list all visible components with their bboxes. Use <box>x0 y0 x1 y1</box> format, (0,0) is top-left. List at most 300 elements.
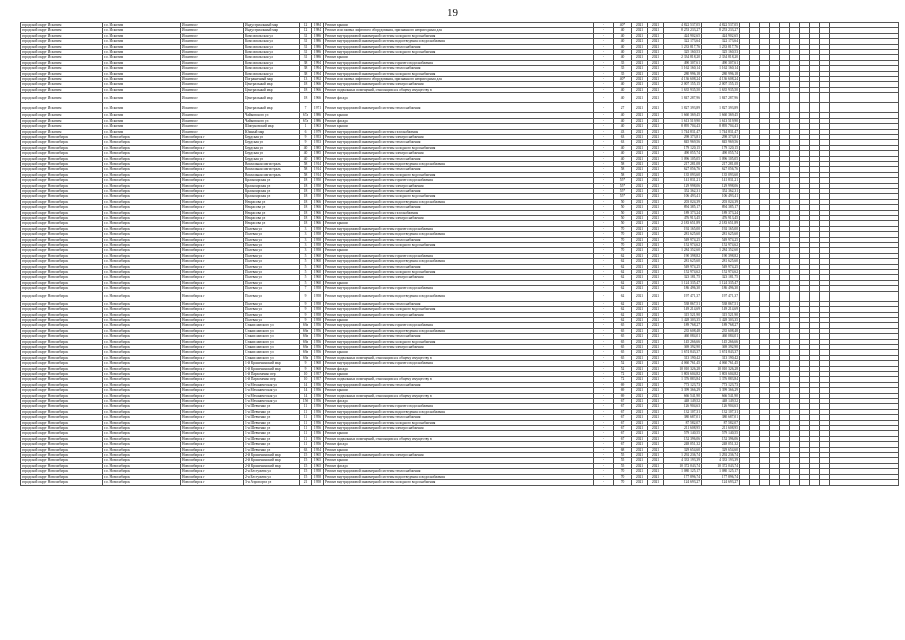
municipality-cell: городской округ Искитим <box>21 23 103 28</box>
locality-cell: г.о. Новосибирск <box>103 243 181 248</box>
city-cell: Новосибирск г <box>181 480 244 485</box>
table-body <box>21 23 899 486</box>
municipality-cell: городской округ Новосибирск <box>21 286 103 291</box>
end-year-cell: 2021 <box>648 60 664 65</box>
municipality-cell: городской округ Новосибирск <box>21 301 103 306</box>
wear-cell: 40 <box>614 87 632 92</box>
wear-cell: 55* <box>614 178 632 183</box>
flag-cell: - <box>594 33 614 38</box>
start-year-cell: 2021 <box>632 103 648 113</box>
total-cost-cell: 2 183 651,89 <box>702 221 740 226</box>
locality-cell: г.о. Новосибирск <box>103 447 181 452</box>
cost-cell: 579 140,55 <box>664 431 702 436</box>
house-cell: 3 <box>300 226 312 231</box>
work-type-cell: Ремонт или замена лифтового оборудования, признанного непригодным для <box>324 28 594 33</box>
start-year-cell: 2021 <box>632 118 648 123</box>
city-cell: Новосибирск г <box>181 280 244 285</box>
house-cell: 5 <box>300 259 312 264</box>
end-year-cell: 2021 <box>648 44 664 49</box>
start-year-cell: 2021 <box>632 237 648 242</box>
locality-cell: г.о. Новосибирск <box>103 210 181 215</box>
cost-cell: 894 385,17 <box>664 205 702 210</box>
house-cell: 9 <box>300 307 312 312</box>
wear-cell: 62 <box>614 286 632 291</box>
flag-cell: - <box>594 420 614 425</box>
wear-cell: 55 <box>614 453 632 458</box>
street-cell: 1-я Шевченко ул <box>244 404 300 409</box>
house-cell: 21 <box>300 480 312 485</box>
city-cell: Новосибирск г <box>181 431 244 436</box>
cost-cell: 141 831,21 <box>664 178 702 183</box>
year-cell: 1968 <box>312 366 324 371</box>
empty-cell <box>770 291 780 301</box>
end-year-cell: 2021 <box>648 426 664 431</box>
wear-cell: 35 <box>614 66 632 71</box>
cost-cell: 87 582,07 <box>664 420 702 425</box>
locality-cell: г.о. Искитим <box>103 66 181 71</box>
flag-cell: - <box>594 77 614 82</box>
work-type-cell: Ремонт внутридомовой инженерной системы холодного водоснабжения <box>324 243 594 248</box>
total-cost-cell: 323 181,75 <box>702 275 740 280</box>
locality-cell: г.о. Новосибирск <box>103 377 181 382</box>
total-cost-cell: 313 190,42 <box>702 355 740 360</box>
start-year-cell: 2021 <box>632 270 648 275</box>
year-cell: 1966 <box>312 205 324 210</box>
flag-cell: - <box>594 453 614 458</box>
flag-cell: - <box>594 134 614 139</box>
end-year-cell: 2021 <box>648 431 664 436</box>
cost-cell: 1 080 125,17 <box>664 469 702 474</box>
municipality-cell: городской округ Новосибирск <box>21 350 103 355</box>
year-cell: 1968 <box>312 361 324 366</box>
city-cell: Новосибирск г <box>181 453 244 458</box>
empty-cell <box>760 480 770 485</box>
municipality-cell: городской округ Новосибирск <box>21 453 103 458</box>
flag-cell: - <box>594 377 614 382</box>
year-cell: 1956 <box>312 328 324 333</box>
house-cell: 18 <box>300 183 312 188</box>
end-year-cell: 2021 <box>648 188 664 193</box>
cost-cell: 179 120,15 <box>664 145 702 150</box>
city-cell: Новосибирск г <box>181 388 244 393</box>
start-year-cell: 2021 <box>632 259 648 264</box>
work-type-cell: Ремонт внутридомовой инженерной системы электроснабжения <box>324 344 594 349</box>
street-cell: Некрасова ул <box>244 216 300 221</box>
year-cell: 1956 <box>312 350 324 355</box>
city-cell: Новосибирск г <box>181 344 244 349</box>
municipality-cell: городской округ Искитим <box>21 118 103 123</box>
end-year-cell: 2021 <box>648 23 664 28</box>
empty-cell <box>790 291 800 301</box>
end-year-cell: 2021 <box>648 275 664 280</box>
start-year-cell: 2021 <box>632 355 648 360</box>
work-type-cell: Ремонт внутридомовой инженерной системы теплоснабжения <box>324 415 594 420</box>
locality-cell: г.о. Новосибирск <box>103 194 181 199</box>
locality-cell: г.о. Новосибирск <box>103 161 181 166</box>
street-cell: Полевая ул <box>244 248 300 253</box>
house-cell: 12 <box>300 28 312 33</box>
flag-cell: - <box>594 399 614 404</box>
year-cell: 1956 <box>312 382 324 387</box>
work-type-cell: Ремонт внутридомовой инженерной системы холодного водоснабжения <box>324 420 594 425</box>
work-type-cell: Ремонт внутридомовой инженерной системы теплоснабжения <box>324 167 594 172</box>
cost-cell: 549 974,25 <box>664 237 702 242</box>
street-cell: Комсомольская ул <box>244 60 300 65</box>
cost-cell: 129 998,06 <box>664 183 702 188</box>
flag-cell: - <box>594 248 614 253</box>
municipality-cell: городской округ Новосибирск <box>21 399 103 404</box>
city-cell: Новосибирск г <box>181 447 244 452</box>
year-cell: 1956 <box>312 355 324 360</box>
end-year-cell: 2021 <box>648 199 664 204</box>
end-year-cell: 2021 <box>648 210 664 215</box>
municipality-cell: городской округ Новосибирск <box>21 243 103 248</box>
work-type-cell: Ремонт крыши <box>324 280 594 285</box>
city-cell: Новосибирск г <box>181 275 244 280</box>
total-cost-cell: 189 768,27 <box>702 323 740 328</box>
empty-cell <box>750 103 760 113</box>
work-type-cell: Ремонт внутридомовой инженерной системы холодного водоснабжения <box>324 33 594 38</box>
work-type-cell: Ремонт крыши <box>324 317 594 322</box>
cost-cell: 190 398,82 <box>664 253 702 258</box>
work-type-cell: Ремонт внутридомовой инженерной системы холодного водоснабжения <box>324 145 594 150</box>
start-year-cell: 2021 <box>632 453 648 458</box>
empty-cell <box>830 103 899 113</box>
start-year-cell: 2021 <box>632 377 648 382</box>
year-cell: 1994 <box>312 71 324 76</box>
total-cost-cell: 1 635 935,50 <box>702 87 740 92</box>
work-type-cell: Ремонт внутридомовой инженерной системы горячего водоснабжения <box>324 226 594 231</box>
street-cell: Полевая ул <box>244 286 300 291</box>
work-type-cell: Ремонт внутридомовой инженерной системы электроснабжения <box>324 183 594 188</box>
wear-cell: 72 <box>614 377 632 382</box>
flag-cell: - <box>594 118 614 123</box>
flag-cell: - <box>594 221 614 226</box>
total-cost-cell: 152 974,62 <box>702 270 740 275</box>
city-cell: Новосибирск г <box>181 221 244 226</box>
end-year-cell: 2021 <box>648 113 664 118</box>
start-year-cell: 2021 <box>632 436 648 441</box>
locality-cell: г.о. Новосибирск <box>103 409 181 414</box>
end-year-cell: 2021 <box>648 66 664 71</box>
empty-cell <box>830 291 899 301</box>
work-type-cell: Ремонт внутридомовой инженерной системы теплоснабжения <box>324 44 594 49</box>
year-cell: 1979 <box>312 129 324 134</box>
locality-cell: г.о. Искитим <box>103 118 181 123</box>
work-type-cell: Ремонт внутридомовой инженерной системы водоотведения и водоснабжения <box>324 259 594 264</box>
flag-cell: - <box>594 183 614 188</box>
year-cell: 1966 <box>312 87 324 92</box>
cost-cell: 8 253 233,27 <box>664 28 702 33</box>
end-year-cell: 2021 <box>648 436 664 441</box>
end-year-cell: 2021 <box>648 39 664 44</box>
city-cell: Новосибирск г <box>181 399 244 404</box>
cost-cell: 490 055,74 <box>664 151 702 156</box>
total-cost-cell: 1 162 160,14 <box>702 66 740 71</box>
locality-cell: г.о. Новосибирск <box>103 371 181 376</box>
flag-cell: - <box>594 361 614 366</box>
house-cell: 11 <box>300 436 312 441</box>
municipality-cell: городской округ Новосибирск <box>21 323 103 328</box>
cost-cell: 281 625,60 <box>664 259 702 264</box>
city-cell: Искитим г <box>181 77 244 82</box>
street-cell: Полевая ул <box>244 307 300 312</box>
street-cell: 1-я Шевченко ул <box>244 409 300 414</box>
work-type-cell: Ремонт внутридомовой инженерной системы горячего водоснабжения <box>324 253 594 258</box>
total-cost-cell: 1 744 831,47 <box>702 129 740 134</box>
street-cell: Некрасова ул <box>244 199 300 204</box>
flag-cell: - <box>594 344 614 349</box>
municipality-cell: городской округ Новосибирск <box>21 199 103 204</box>
street-cell: Южный мкр <box>244 129 300 134</box>
street-cell: Вокзальная магистраль <box>244 167 300 172</box>
house-cell: 1 <box>300 124 312 129</box>
city-cell: Новосибирск г <box>181 312 244 317</box>
municipality-cell: городской округ Новосибирск <box>21 307 103 312</box>
start-year-cell: 2021 <box>632 178 648 183</box>
street-cell: 1-я Шевченко ул <box>244 436 300 441</box>
city-cell: Искитим г <box>181 87 244 92</box>
municipality-cell: городской округ Искитим <box>21 129 103 134</box>
year-cell: 1984 <box>312 28 324 33</box>
wear-cell: 70 <box>614 480 632 485</box>
start-year-cell: 2021 <box>632 371 648 376</box>
total-cost-cell: 235 608,48 <box>702 328 740 333</box>
house-cell: 3 <box>300 232 312 237</box>
start-year-cell: 2021 <box>632 60 648 65</box>
end-year-cell: 2021 <box>648 259 664 264</box>
total-cost-cell: 129 998,06 <box>702 183 740 188</box>
start-year-cell: 2021 <box>632 129 648 134</box>
work-type-cell: Ремонт внутридомовой инженерной системы холодного водоснабжения <box>324 339 594 344</box>
cost-cell: 186 496,30 <box>664 286 702 291</box>
house-cell: 3 <box>300 248 312 253</box>
year-cell: 1986 <box>312 55 324 60</box>
flag-cell: - <box>594 317 614 322</box>
year-cell: 1966 <box>312 210 324 215</box>
work-type-cell: Ремонт внутридомовой инженерной системы холодного водоснабжения <box>324 172 594 177</box>
house-cell: 15б <box>300 399 312 404</box>
work-type-cell: Ремонт фасада <box>324 399 594 404</box>
year-cell: 1956 <box>312 388 324 393</box>
work-type-cell: Ремонт внутридомовой инженерной системы электроснабжения <box>324 275 594 280</box>
year-cell: 1960 <box>312 259 324 264</box>
flag-cell: - <box>594 253 614 258</box>
locality-cell: г.о. Новосибирск <box>103 145 181 150</box>
street-cell: Индустриальный мкр <box>244 28 300 33</box>
city-cell: Новосибирск г <box>181 140 244 145</box>
municipality-cell: городской округ Искитим <box>21 124 103 129</box>
start-year-cell: 2021 <box>632 210 648 215</box>
city-cell: Новосибирск г <box>181 205 244 210</box>
cost-cell: 1 292 236,74 <box>664 453 702 458</box>
municipality-cell: городской округ Новосибирск <box>21 334 103 339</box>
empty-cell <box>780 480 790 485</box>
municipality-cell: городской округ Новосибирск <box>21 264 103 269</box>
empty-cell <box>800 103 810 113</box>
start-year-cell: 2021 <box>632 334 648 339</box>
end-year-cell: 2021 <box>648 371 664 376</box>
cost-cell: 2 007 155,15 <box>664 82 702 87</box>
municipality-cell: городской округ Новосибирск <box>21 458 103 463</box>
flag-cell: - <box>594 426 614 431</box>
wear-cell: 70 <box>614 243 632 248</box>
locality-cell: г.о. Новосибирск <box>103 156 181 161</box>
flag-cell: - <box>594 366 614 371</box>
city-cell: Новосибирск г <box>181 156 244 161</box>
municipality-cell: городской округ Новосибирск <box>21 280 103 285</box>
municipality-cell: городской округ Новосибирск <box>21 317 103 322</box>
city-cell: Искитим г <box>181 93 244 103</box>
total-cost-cell: 549 974,25 <box>702 264 740 269</box>
street-cell: Станиславского ул <box>244 344 300 349</box>
municipality-cell: городской округ Новосибирск <box>21 469 103 474</box>
total-cost-cell: 10 372 043,74 <box>702 463 740 468</box>
start-year-cell: 2021 <box>632 188 648 193</box>
work-type-cell: Ремонт внутридомовой инженерной системы теплоснабжения <box>324 66 594 71</box>
city-cell: Новосибирск г <box>181 151 244 156</box>
city-cell: Новосибирск г <box>181 307 244 312</box>
work-type-cell: Ремонт внутридомовой инженерной системы водоотведения и водоснабжения <box>324 409 594 414</box>
end-year-cell: 2021 <box>648 312 664 317</box>
total-cost-cell: 10 010 326,28 <box>702 366 740 371</box>
total-cost-cell: 280 996,18 <box>702 71 740 76</box>
year-cell: 1965 <box>312 463 324 468</box>
city-cell: Новосибирск г <box>181 194 244 199</box>
start-year-cell: 2021 <box>632 307 648 312</box>
year-cell: 1953 <box>312 134 324 139</box>
street-cell: Шипуновский мкр <box>244 124 300 129</box>
start-year-cell: 2021 <box>632 361 648 366</box>
street-cell: 1-я Механическая ул <box>244 399 300 404</box>
year-cell: 1956 <box>312 323 324 328</box>
work-type-cell: Ремонт внутридомовой инженерной системы теплоснабжения <box>324 469 594 474</box>
city-cell: Новосибирск г <box>181 404 244 409</box>
empty-cell <box>760 103 770 113</box>
street-cell: Полевая ул <box>244 243 300 248</box>
work-type-cell: Ремонт крыши <box>324 371 594 376</box>
street-cell: 1-я Шевченко ул <box>244 447 300 452</box>
locality-cell: г.о. Новосибирск <box>103 393 181 398</box>
year-cell: 1956 <box>312 442 324 447</box>
work-type-cell: Ремонт внутридомовой инженерной системы холодного водоснабжения <box>324 50 594 55</box>
work-type-cell: Ремонт крыши <box>324 350 594 355</box>
work-type-cell: Ремонт подвальных помещений, относящихся к общему имуществу в <box>324 377 594 382</box>
flag-cell: - <box>594 55 614 60</box>
work-type-cell: Ремонт крыши <box>324 55 594 60</box>
cost-cell: 192 165,00 <box>664 226 702 231</box>
flag-cell: - <box>594 66 614 71</box>
end-year-cell: 2021 <box>648 140 664 145</box>
street-cell: Станиславского ул <box>244 339 300 344</box>
municipality-cell: городской округ Новосибирск <box>21 404 103 409</box>
house-cell: 31 <box>300 33 312 38</box>
city-cell: Новосибирск г <box>181 463 244 468</box>
house-cell: 9 <box>300 140 312 145</box>
house-cell: 15 <box>300 469 312 474</box>
wear-cell: 62 <box>614 301 632 306</box>
house-cell: 15 <box>300 474 312 479</box>
start-year-cell: 2021 <box>632 409 648 414</box>
work-type-cell: Ремонт внутридомовой инженерной системы теплоснабжения <box>324 264 594 269</box>
total-cost-cell: 1 847 287,96 <box>702 93 740 103</box>
start-year-cell: 2021 <box>632 50 648 55</box>
end-year-cell: 2021 <box>648 355 664 360</box>
total-cost-cell: 186 496,30 <box>702 286 740 291</box>
municipality-cell: городской округ Новосибирск <box>21 248 103 253</box>
locality-cell: г.о. Новосибирск <box>103 480 181 485</box>
street-cell: Полевая ул <box>244 317 300 322</box>
cost-cell: 135 093,60 <box>664 172 702 177</box>
house-cell: 6 <box>300 129 312 134</box>
wear-cell: 63 <box>614 134 632 139</box>
cost-cell: 549 974,25 <box>664 264 702 269</box>
cost-cell: 325 160,53 <box>664 50 702 55</box>
flag-cell: - <box>594 205 614 210</box>
house-cell: 15 <box>300 453 312 458</box>
year-cell: 1986 <box>312 118 324 123</box>
work-type-cell: Ремонт внутридомовой инженерной системы горячего водоснабжения <box>324 60 594 65</box>
flag-cell: - <box>594 216 614 221</box>
municipality-cell: городской округ Новосибирск <box>21 140 103 145</box>
end-year-cell: 2021 <box>648 382 664 387</box>
end-year-cell: 2021 <box>648 161 664 166</box>
municipality-cell: городской округ Искитим <box>21 44 103 49</box>
municipality-cell: городской округ Новосибирск <box>21 226 103 231</box>
locality-cell: г.о. Новосибирск <box>103 301 181 306</box>
street-cell: Полевая ул <box>244 280 300 285</box>
city-cell: Новосибирск г <box>181 243 244 248</box>
wear-cell: 50 <box>614 216 632 221</box>
work-type-cell: Ремонт внутридомовой инженерной системы газоснабжения <box>324 210 594 215</box>
end-year-cell: 2021 <box>648 334 664 339</box>
year-cell: 1958 <box>312 243 324 248</box>
wear-cell: 40 <box>614 145 632 150</box>
cost-cell: 149 214,69 <box>664 307 702 312</box>
cost-cell: 1 660 369,45 <box>664 113 702 118</box>
flag-cell: - <box>594 480 614 485</box>
locality-cell: г.о. Новосибирск <box>103 167 181 172</box>
work-type-cell: Ремонт внутридомовой инженерной системы горячего водоснабжения <box>324 323 594 328</box>
flag-cell: - <box>594 243 614 248</box>
total-cost-cell: 1 613 519,90 <box>702 118 740 123</box>
start-year-cell: 2021 <box>632 205 648 210</box>
empty-cell <box>820 93 830 103</box>
locality-cell: г.о. Новосибирск <box>103 453 181 458</box>
empty-cell <box>750 93 760 103</box>
total-cost-cell: 281 625,60 <box>702 232 740 237</box>
locality-cell: г.о. Искитим <box>103 23 181 28</box>
total-cost-cell: 192 165,00 <box>702 226 740 231</box>
wear-cell: 70 <box>614 474 632 479</box>
start-year-cell: 2021 <box>632 87 648 92</box>
street-cell: 1-я Шевченко ул <box>244 426 300 431</box>
total-cost-cell: 211 608,95 <box>702 426 740 431</box>
house-cell: 7 <box>300 286 312 291</box>
total-cost-cell: 1 096 105,05 <box>702 156 740 161</box>
wear-cell: 40 <box>614 118 632 123</box>
start-year-cell: 2021 <box>632 156 648 161</box>
locality-cell: г.о. Новосибирск <box>103 442 181 447</box>
municipality-cell: городской округ Новосибирск <box>21 420 103 425</box>
municipality-cell: городской округ Искитим <box>21 71 103 76</box>
end-year-cell: 2021 <box>648 388 664 393</box>
flag-cell: - <box>594 113 614 118</box>
start-year-cell: 2021 <box>632 366 648 371</box>
work-type-cell: Ремонт фасада <box>324 442 594 447</box>
street-cell: 1-я Шевченко ул <box>244 442 300 447</box>
wear-cell: 50 <box>614 205 632 210</box>
